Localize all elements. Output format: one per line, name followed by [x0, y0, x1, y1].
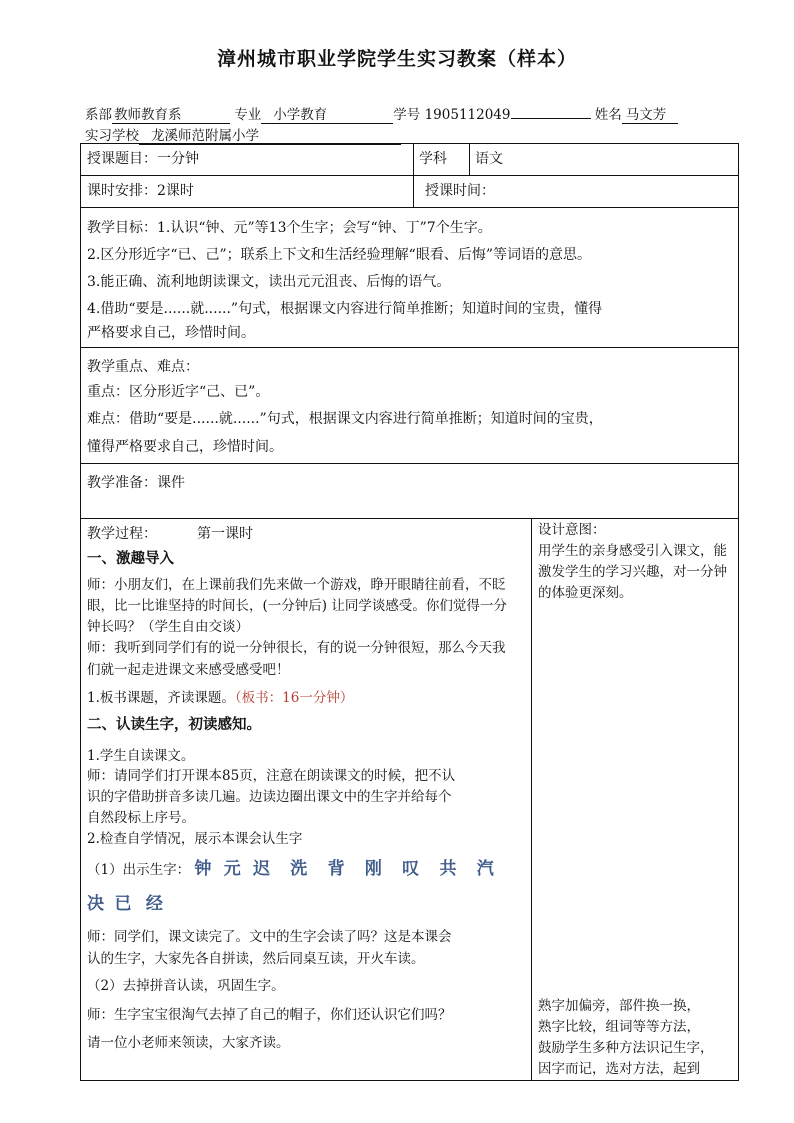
teacher-line: 请一位小老师来领读，大家齐读。 — [87, 1035, 290, 1051]
major-label: 专业 — [234, 107, 262, 123]
hours-label: 课时安排： — [87, 183, 157, 199]
document-title: 漳州城市职业学院学生实习教案（样本） — [216, 48, 577, 70]
subject-value: 语文 — [475, 151, 503, 167]
teacher-line: 师：生字宝宝很淘气去掉了自己的帽子，你们还认识它们吗？ — [87, 1007, 452, 1023]
new-character: 决 — [87, 894, 104, 914]
process-row — [81, 519, 738, 1080]
teacher-line: 师：请同学们打开课本85页，注意在朗读课文的时候，把不认 — [87, 768, 456, 784]
difficult-point-line: 懂得严格要求自己，珍惜时间。 — [87, 439, 283, 455]
new-character: 叹 — [402, 859, 420, 879]
schedule-row — [81, 176, 738, 208]
topic-value: 一分钟 — [157, 151, 199, 167]
teacher-line: 师：同学们，课文读完了。文中的生字会读了吗？这是本课会 — [87, 929, 452, 945]
teacher-line: 师：小朋友们，在上课前我们先来做一个游戏，睁开眼睛往前看，不眨 — [87, 577, 506, 593]
subject-label: 学科 — [419, 151, 447, 167]
objective-line: 教学目标：1.认识“钟、元”等13个生字；会写“钟、丁”7个生字。 — [87, 220, 492, 236]
meta-line-2 — [85, 124, 401, 145]
session-label: 第一课时 — [197, 526, 253, 542]
preparation-text: 教学准备：课件 — [87, 475, 185, 491]
objective-line: 2.区分形近字“已、己”；联系上下文和生活经验理解“眼看、后悔”等词语的意思。 — [87, 247, 591, 263]
name-value: 马文芳 — [625, 107, 667, 123]
hours-cell — [81, 176, 413, 207]
design-note-line: 用学生的亲身感受引入课文，能 — [538, 543, 727, 559]
dept-label: 系部 — [85, 107, 112, 123]
objective-line: 3.能正确、流利地朗读课文，读出元元沮丧、后悔的语气。 — [87, 274, 451, 290]
objective-line: 4.借助“要是......就......”句式，根据课文内容进行简单推断；知道时间的宝贵，懂得 — [87, 301, 603, 317]
design-note-line: 鼓励学生多种方法识记生字， — [538, 1040, 714, 1056]
teacher-line: 眼，比一比谁坚持的时间长，(一分钟后) 让同学谈感受。你们觉得一分 — [87, 598, 507, 614]
major-value: 小学教育 — [273, 107, 328, 123]
process-heading-line — [87, 523, 253, 543]
board-note: （板书：16一分钟） — [234, 690, 354, 706]
new-character: 背 — [327, 859, 345, 879]
name-value-field — [622, 108, 678, 124]
design-note-line: 激发学生的学习兴趣，对一分钟 — [538, 564, 727, 580]
new-character: 已 — [114, 894, 132, 914]
school-label: 实习学校 — [85, 128, 139, 144]
design-note-line: 熟字加偏旁，部件换一换， — [538, 998, 700, 1014]
section-heading: 二、认读生字，初读感知。 — [87, 716, 261, 733]
hours-value: 2课时 — [157, 183, 194, 199]
show-characters-label: （1）出示生字： — [87, 862, 191, 878]
new-character: 刚 — [364, 859, 382, 879]
new-character: 经 — [145, 894, 163, 914]
key-points-row — [81, 348, 738, 464]
design-intent-cell — [532, 519, 737, 1080]
key-point-line: 重点：区分形近字“己、已”。 — [87, 384, 270, 400]
step-line: 2.检查自学情况，展示本课会认生字 — [87, 831, 303, 847]
new-character: 共 — [439, 859, 457, 879]
teacher-line: 师：我听到同学们有的说一分钟很长，有的说一分钟很短，那么今天我 — [87, 640, 506, 656]
objectives-row — [81, 208, 738, 348]
teacher-line: 自然段标上序号。 — [87, 810, 195, 826]
school-value: 龙溪师范附属小学 — [151, 128, 259, 144]
major-value-field — [261, 108, 393, 124]
new-character: 洗 — [290, 859, 308, 879]
dept-value: 教师教育系 — [114, 107, 182, 123]
step-line: 1.学生自读课文。 — [87, 748, 195, 764]
topic-row — [81, 144, 738, 176]
teacher-line: 们就一起走进课文来感受感受吧！ — [87, 662, 290, 678]
objective-line: 严格要求自己，珍惜时间。 — [87, 325, 255, 341]
teacher-line: 识的字借助拼音多读几遍。边读边圈出课文中的生字并给每个 — [87, 789, 452, 805]
section-heading: 一、激趣导入 — [87, 550, 174, 567]
preparation-row — [81, 464, 738, 519]
dept-value-field — [112, 108, 230, 124]
design-note-line: 的体验更深刻。 — [538, 585, 633, 601]
design-heading: 设计意图： — [538, 522, 606, 538]
step-line: （2）去掉拼音认读，巩固生字。 — [87, 978, 285, 994]
topic-cell — [81, 144, 413, 175]
teacher-line: 钟长吗？（学生自由交谈） — [87, 619, 249, 635]
difficult-point-line: 难点：借助“要是......就......”句式，根据课文内容进行简单推断；知道时间的宝贵， — [87, 411, 603, 427]
student-id-underline — [511, 118, 591, 119]
new-character: 迟 — [252, 859, 270, 879]
design-note-line: 因字而记，选对方法，起到 — [538, 1061, 700, 1077]
board-instruction: 1.板书课题，齐读课题。 — [87, 690, 235, 706]
process-cell — [81, 519, 531, 1080]
name-label: 姓名 — [594, 107, 622, 123]
new-character: 钟 — [194, 859, 212, 879]
meta-line-1 — [85, 103, 678, 124]
design-note-line: 熟字比较，组词等等方法， — [538, 1019, 700, 1035]
new-characters-line — [87, 889, 163, 914]
student-id-value: 1905112049 — [424, 107, 511, 123]
time-label: 授课时间： — [425, 183, 495, 199]
process-heading: 教学过程： — [87, 526, 157, 542]
teacher-line: 认的生字，大家先各自拼读，然后同桌互读，开火车读。 — [87, 951, 425, 967]
new-character: 元 — [223, 859, 241, 879]
lesson-plan-table — [80, 143, 739, 1081]
key-points-heading: 教学重点、难点： — [87, 359, 199, 375]
new-character: 汽 — [476, 859, 494, 879]
student-id-label: 学号 — [393, 107, 421, 123]
board-line — [87, 686, 353, 706]
new-characters-line — [87, 854, 494, 879]
topic-label: 授课题目： — [87, 151, 157, 167]
